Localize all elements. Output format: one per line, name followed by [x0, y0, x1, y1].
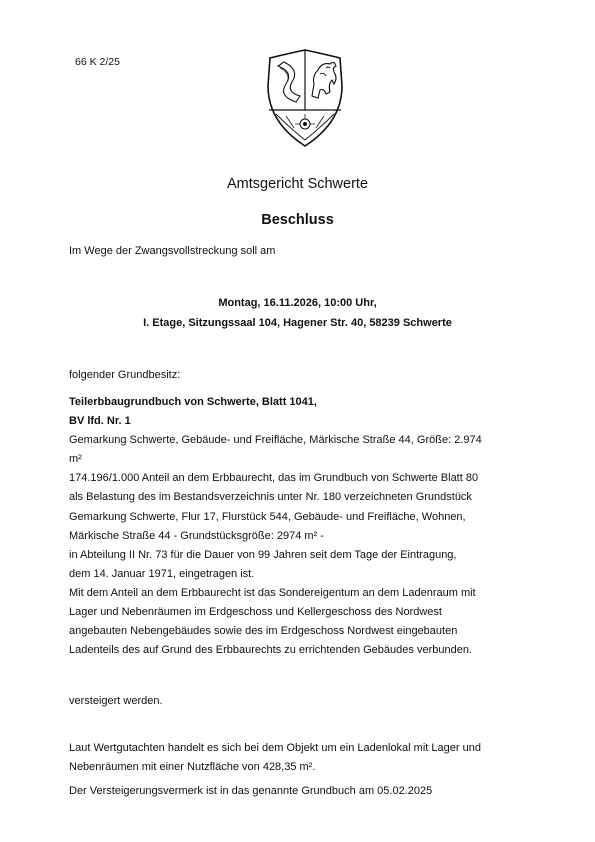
property-line: dem 14. Januar 1971, eingetragen ist.	[69, 567, 255, 580]
property-line: 174.196/1.000 Anteil an dem Erbbaurecht, das im Grundbuch von Schwerte Blatt 80	[69, 472, 479, 485]
property-line: angebauten Nebengebäudes sowie des im Erdgeschoss Nordwest eingebauten	[69, 625, 458, 638]
property-line: Märkische Straße 44 - Grundstücksgröße: 2974 m² -	[69, 529, 324, 542]
property-line: als Belastung des im Bestandsverzeichnis unter Nr. 180 verzeichneten Grundstück	[69, 491, 472, 504]
register-note: Der Versteigerungsvermerk ist in das genannte Grundbuch am 05.02.2025	[69, 785, 433, 797]
property-line: Gemarkung Schwerte, Flur 17, Flurstück 544, Gebäude- und Freifläche, Wohnen,	[69, 510, 466, 523]
outcome-text: versteigert werden.	[69, 695, 163, 707]
property-line: Mit dem Anteil an dem Erbbaurecht ist das Sondereigentum an dem Ladenraum mit	[69, 586, 476, 599]
coat-of-arms-icon	[256, 44, 354, 152]
appointment-date: Montag, 16.11.2026, 10:00 Uhr,	[218, 297, 377, 309]
valuation-line: Laut Wertgutachten handelt es sich bei dem Objekt um ein Ladenlokal mit Lager und	[69, 742, 481, 754]
property-line: Gemarkung Schwerte, Gebäude- und Freifläche, Märkische Straße 44, Größe: 2.974	[69, 434, 482, 447]
appointment-location: I. Etage, Sitzungssaal 104, Hagener Str. 40, 58239 Schwerte	[143, 317, 452, 329]
intro-text: Im Wege der Zwangsvollstreckung soll am	[69, 245, 276, 257]
property-entry: BV lfd. Nr. 1	[69, 415, 131, 428]
property-line: in Abteilung II Nr. 73 für die Dauer von 99 Jahren seit dem Tage der Eintragung,	[69, 548, 457, 561]
property-description	[69, 393, 539, 660]
property-line: Ladenteils des auf Grund des Erbbaurechts zu errichtenden Gebäudes verbunden.	[69, 644, 472, 657]
file-number: 66 K 2/25	[75, 56, 120, 68]
document-title: Beschluss	[261, 212, 334, 228]
property-line: Lager und Nebenräumen im Erdgeschoss und Kellergeschoss des Nordwest	[69, 606, 442, 619]
property-register: Teilerbbaugrundbuch von Schwerte, Blatt 1041,	[69, 396, 317, 408]
property-label: folgender Grundbesitz:	[69, 369, 181, 381]
court-name: Amtsgericht Schwerte	[226, 176, 369, 192]
valuation-line: Nebenräumen mit einer Nutzfläche von 428,35 m².	[69, 761, 316, 773]
valuation-text	[69, 739, 539, 777]
property-line: m²	[69, 453, 82, 466]
